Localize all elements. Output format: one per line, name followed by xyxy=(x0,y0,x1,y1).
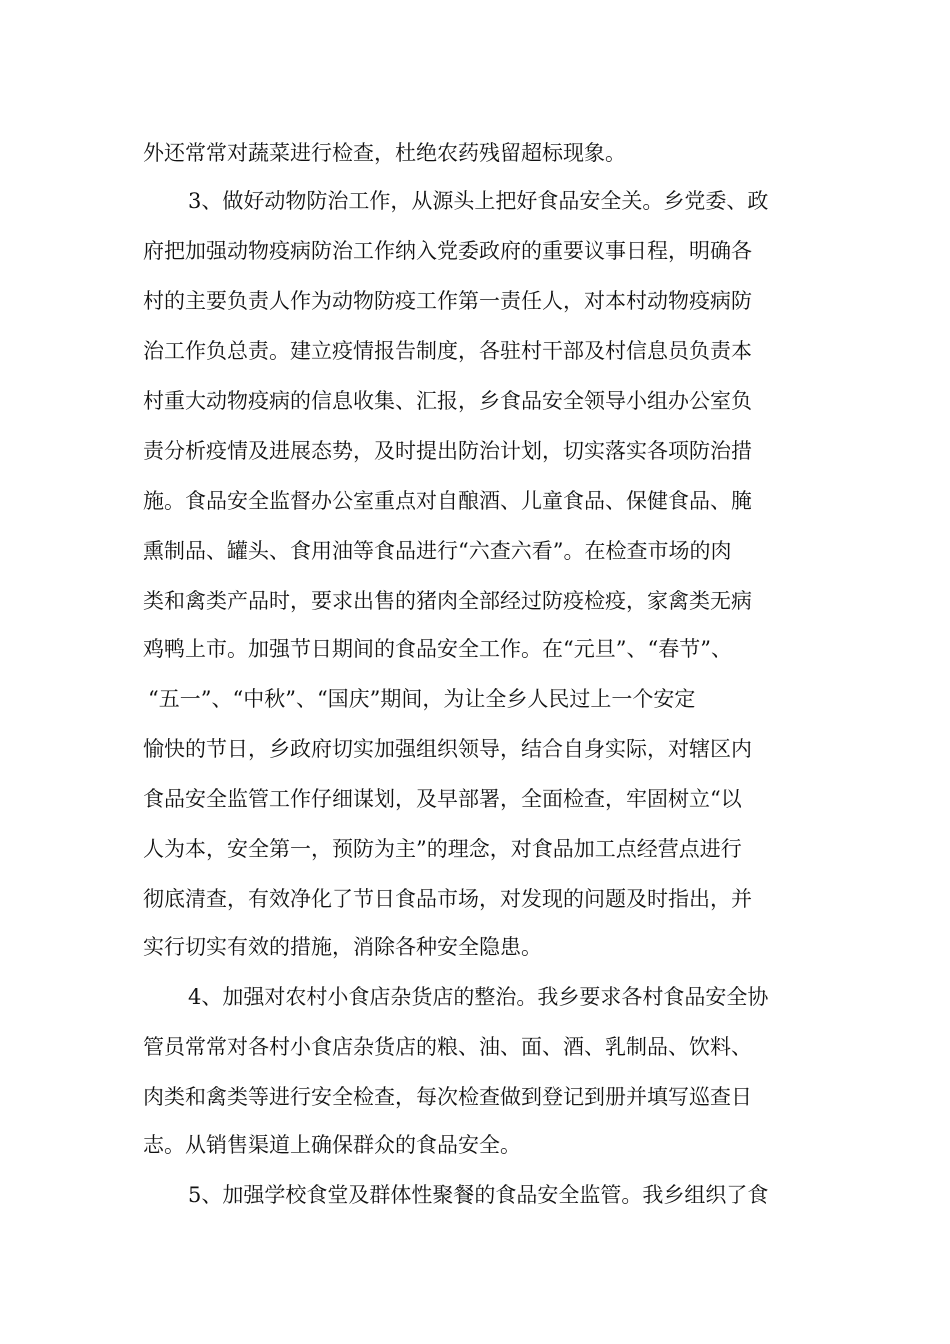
paragraph-3-heading-line: 3、做好动物防治工作，从源头上把好食品安全关。乡党委、政 xyxy=(188,189,769,213)
text-line: 人为本，安全第一，预防为主”的理念，对食品加工点经营点进行 xyxy=(143,837,742,861)
text-line: 村重大动物疫病的信息收集、汇报，乡食品安全领导小组办公室负 xyxy=(143,389,752,413)
text-line: 实行切实有效的措施，消除各种安全隐患。 xyxy=(143,935,542,959)
paragraph-4-heading-line: 4、加强对农村小食店杂货店的整治。我乡要求各村食品安全协 xyxy=(188,985,769,1009)
text-line: 志。从销售渠道上确保群众的食品安全。 xyxy=(143,1133,521,1157)
text-line: 外还常常对蔬菜进行检查，杜绝农药残留超标现象。 xyxy=(143,141,626,165)
text-line: 鸡鸭上市。加强节日期间的食品安全工作。在“元旦”、“春节”、 xyxy=(143,637,732,661)
text-line: “五一”、“中秋”、“国庆”期间，为让全乡人民过上一个安定 xyxy=(148,687,696,711)
text-line: 食品安全监管工作仔细谋划，及早部署，全面检查，牢固树立“以 xyxy=(143,787,742,811)
text-line: 治工作负总责。建立疫情报告制度，各驻村干部及村信息员负责本 xyxy=(143,339,752,363)
text-line: 彻底清查，有效净化了节日食品市场，对发现的问题及时指出，并 xyxy=(143,887,752,911)
text-line: 肉类和禽类等进行安全检查，每次检查做到登记到册并填写巡查日 xyxy=(143,1085,752,1109)
text-line: 管员常常对各村小食店杂货店的粮、油、面、酒、乳制品、饮料、 xyxy=(143,1035,752,1059)
text-line: 责分析疫情及进展态势，及时提出防治计划，切实落实各项防治措 xyxy=(143,439,752,463)
text-line: 府把加强动物疫病防治工作纳入党委政府的重要议事日程，明确各 xyxy=(143,239,752,263)
text-line: 愉快的节日，乡政府切实加强组织领导，结合自身实际，对辖区内 xyxy=(143,737,752,761)
text-line: 施。食品安全监督办公室重点对自酿酒、儿童食品、保健食品、腌 xyxy=(143,489,752,513)
text-line: 村的主要负责人作为动物防疫工作第一责任人，对本村动物疫病防 xyxy=(143,289,752,313)
text-line: 类和禽类产品时，要求出售的猪肉全部经过防疫检疫，家禽类无病 xyxy=(143,589,752,613)
text-line: 熏制品、罐头、食用油等食品进行“六查六看”。在检查市场的肉 xyxy=(143,539,732,563)
paragraph-5-heading-line: 5、加强学校食堂及群体性聚餐的食品安全监管。我乡组织了食 xyxy=(188,1183,769,1207)
